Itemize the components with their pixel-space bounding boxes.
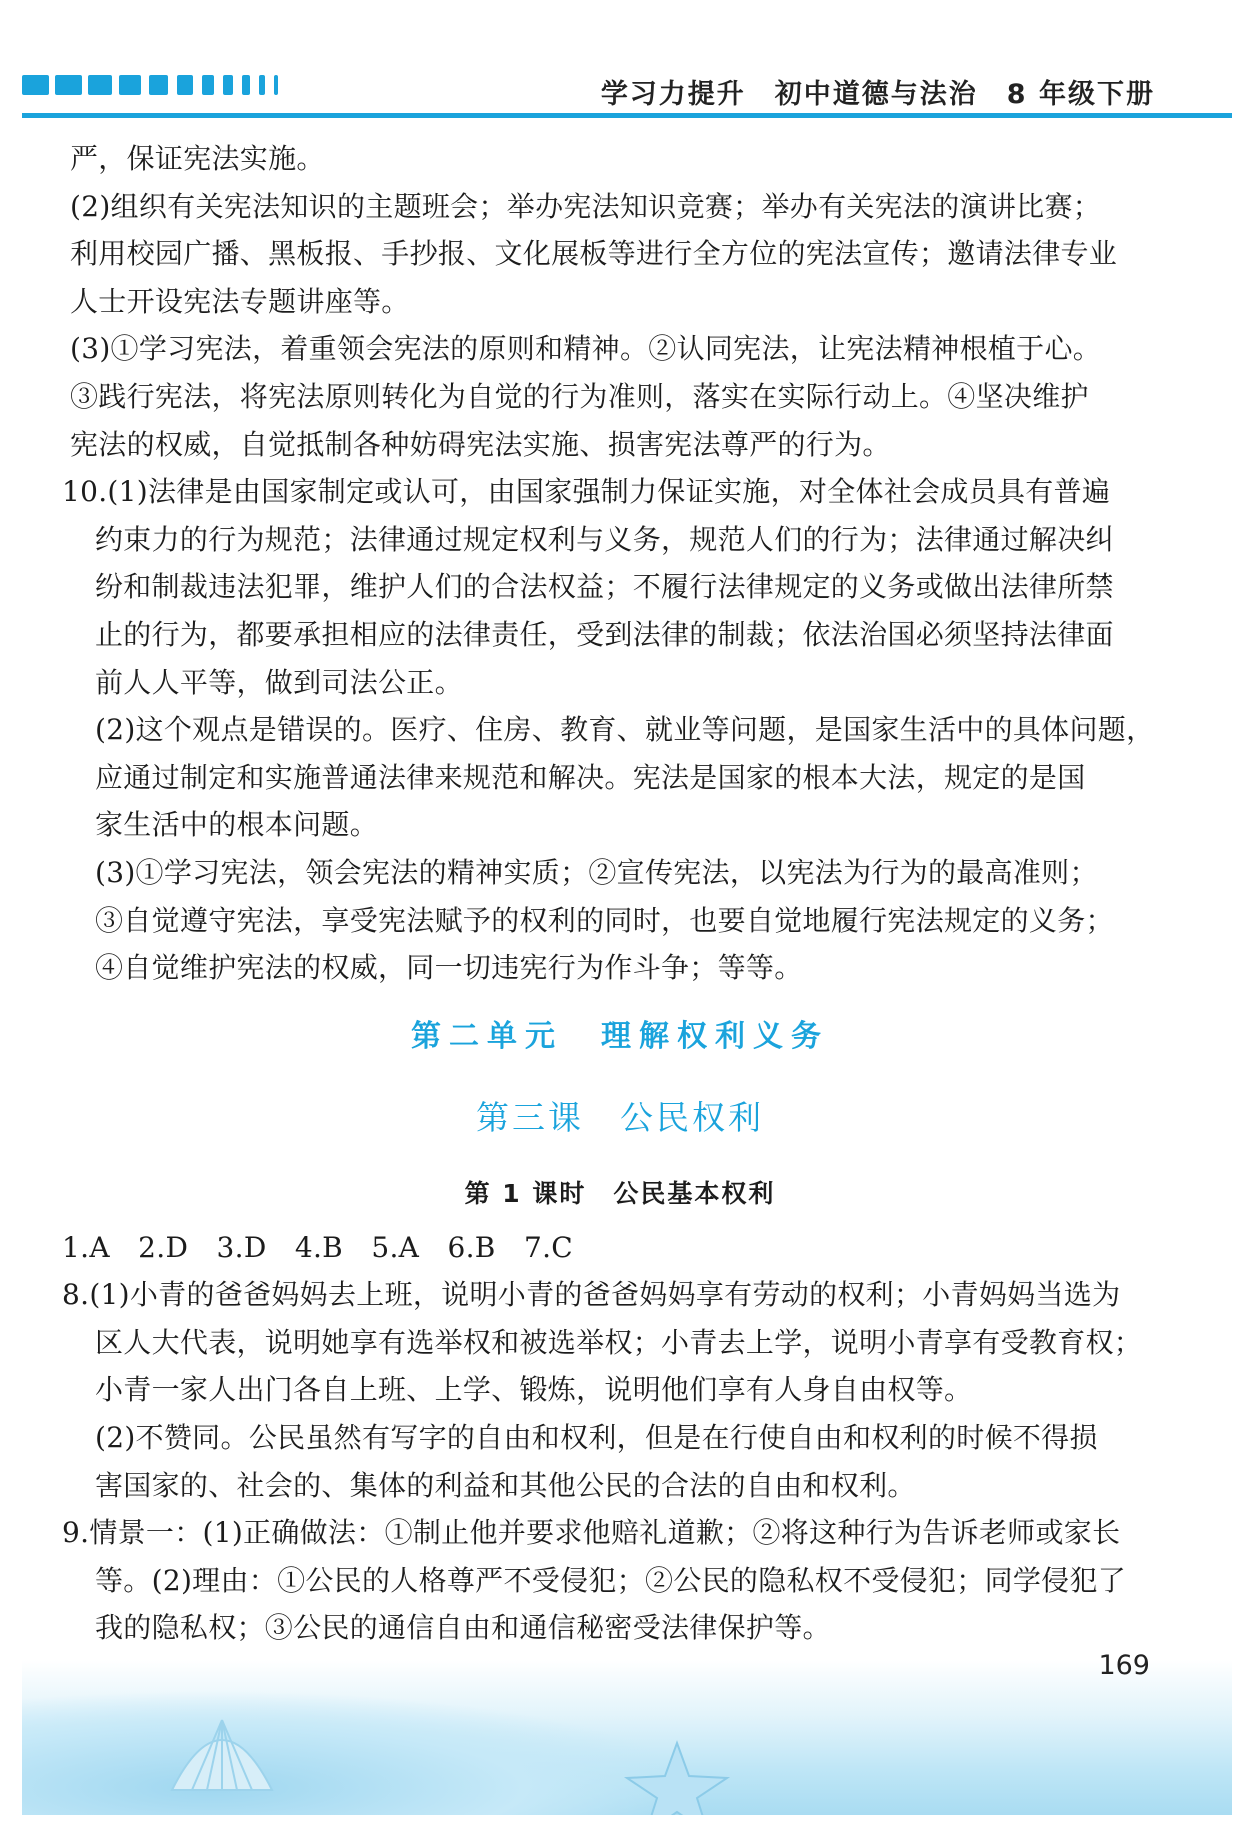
page-content — [62, 135, 1170, 1652]
text-line: ③自觉遵守宪法，享受宪法赋予的权利的同时，也要自觉地履行宪法规定的义务； — [95, 903, 1114, 937]
text-line: 人士开设宪法专题讲座等。 — [70, 284, 410, 318]
text-line: ③践行宪法，将宪法原则转化为自觉的行为准则，落实在实际行动上。④坚决维护 — [70, 379, 1089, 413]
text-line: 10.(1)法律是由国家制定或认可，由国家强制力保证实施，对全体社会成员具有普遍 — [62, 475, 1111, 509]
text-line: 止的行为，都要承担相应的法律责任，受到法律的制裁；依法治国必须坚持法律面 — [95, 617, 1114, 651]
period-title: 第 1 课时 公民基本权利 — [464, 1178, 776, 1208]
text-line: (3)①学习宪法，领会宪法的精神实质；②宣传宪法，以宪法为行为的最高准则； — [95, 855, 1098, 889]
text-line: 前人人平等，做到司法公正。 — [95, 665, 463, 699]
text-line: 8.(1)小青的爸爸妈妈去上班，说明小青的爸爸妈妈享有劳动的权利；小青妈妈当选为 — [62, 1278, 1121, 1312]
answer-block-2 — [62, 1271, 1170, 1652]
text-line: 约束力的行为规范；法律通过规定权利与义务，规范人们的行为；法律通过解决纠 — [95, 522, 1114, 556]
text-line: 区人大代表，说明她享有选举权和被选举权；小青去上学，说明小青享有受教育权； — [95, 1325, 1143, 1359]
text-line: (2)不赞同。公民虽然有写字的自由和权利，但是在行使自由和权利的时候不得损 — [95, 1421, 1098, 1455]
text-line: 害国家的、社会的、集体的利益和其他公民的合法的自由和权利。 — [95, 1468, 916, 1502]
text-line: 我的隐私权；③公民的通信自由和通信秘密受法律保护等。 — [95, 1611, 831, 1645]
footer-ocean-decoration — [22, 1660, 1232, 1815]
header-rule — [22, 113, 1232, 118]
text-line: 纷和制裁违法犯罪，维护人们的合法权益；不履行法律规定的义务或做出法律所禁 — [95, 570, 1114, 604]
text-line: (2)这个观点是错误的。医疗、住房、教育、就业等问题，是国家生活中的具体问题， — [95, 713, 1155, 747]
page-number: 169 — [1098, 1650, 1150, 1681]
text-line: 家生活中的根本问题。 — [95, 808, 379, 842]
text-line: ④自觉维护宪法的权威，同一切违宪行为作斗争；等等。 — [95, 951, 803, 985]
page-header — [0, 0, 1250, 125]
text-line: 严，保证宪法实施。 — [70, 142, 325, 175]
text-line: 宪法的权威，自觉抵制各种妨碍宪法实施、损害宪法尊严的行为。 — [70, 427, 891, 461]
text-line: 小青一家人出门各自上班、上学、锻炼，说明他们享有人身自由权等。 — [95, 1373, 973, 1407]
lesson-title: 第三课 公民权利 — [476, 1097, 764, 1137]
text-line: (3)①学习宪法，着重领会宪法的原则和精神。②认同宪法，让宪法精神根植于心。 — [70, 332, 1102, 366]
unit-title: 第二单元 理解权利义务 — [411, 1018, 829, 1054]
shell-icon — [162, 1700, 282, 1800]
text-line: 利用校园广播、黑板报、手抄报、文化展板等进行全方位的宪法宣传；邀请法律专业 — [70, 237, 1118, 271]
text-line: 等。(2)理由：①公民的人格尊严不受侵犯；②公民的隐私权不受侵犯；同学侵犯了 — [95, 1563, 1127, 1597]
text-line: 9.情景一：(1)正确做法：①制止他并要求他赔礼道歉；②将这种行为告诉老师或家长 — [62, 1516, 1121, 1550]
header-title: 学习力提升 初中道德与法治 8 年级下册 — [600, 79, 1155, 110]
text-line: (2)组织有关宪法知识的主题班会；举办宪法知识竞赛；举办有关宪法的演讲比赛； — [70, 189, 1102, 223]
starfish-icon — [622, 1738, 732, 1815]
answer-block-1 — [62, 135, 1170, 992]
text-line: 应通过制定和实施普通法律来规范和解决。宪法是国家的根本大法，规定的是国 — [95, 760, 1086, 794]
choice-answers: 1.A 2.D 3.D 4.B 5.A 6.B 7.C — [62, 1230, 574, 1264]
